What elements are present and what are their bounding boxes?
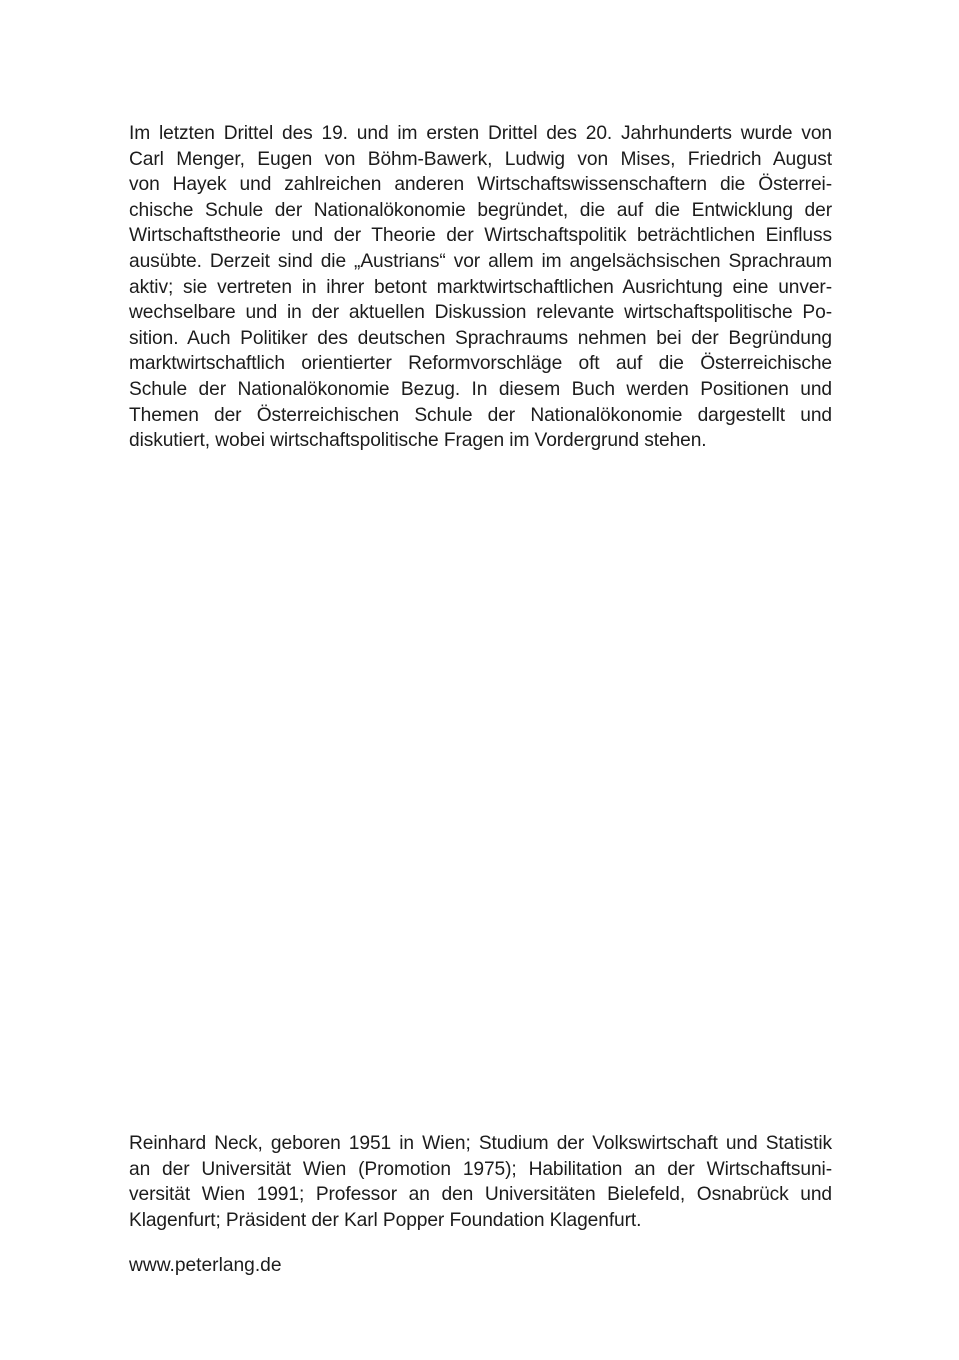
publisher-website: www.peterlang.de (129, 1255, 282, 1276)
description-line: aktiv; sie vertreten in ihrer betont marktwirtschaftlichen Ausrichtung eine unver- (129, 276, 832, 298)
biography-line: versität Wien 1991; Professor an den Universitäten Bielefeld, Osnabrück und (129, 1184, 832, 1206)
description-line: chische Schule der Nationalökonomie begründet, die auf die Entwicklung der (129, 199, 832, 221)
description-line: von Hayek und zahlreichen anderen Wirtschaftswissenschaftern die Österrei- (129, 174, 832, 196)
biography-line: Klagenfurt; Präsident der Karl Popper Foundation Klagenfurt. (129, 1209, 642, 1231)
author-biography (129, 1131, 832, 1233)
description-line: marktwirtschaftlich orientierter Reformvorschläge oft auf die Österreichische (129, 353, 832, 375)
description-line: Themen der Österreichischen Schule der Nationalökonomie dargestellt und (129, 404, 832, 426)
description-line: Schule der Nationalökonomie Bezug. In diesem Buch werden Positionen und (129, 378, 832, 400)
description-line: wechselbare und in der aktuellen Diskussion relevante wirtschaftspolitische Po- (129, 302, 832, 324)
description-line: ausübte. Derzeit sind die „Austrians“ vor allem im angelsächsischen Sprachraum (129, 250, 832, 272)
biography-line: an der Universität Wien (Promotion 1975); Habilitation an der Wirtschaftsuni- (129, 1158, 832, 1180)
description-line: Im letzten Drittel des 19. und im ersten Drittel des 20. Jahrhunderts wurde von (129, 123, 832, 144)
book-description (129, 121, 832, 454)
biography-line: Reinhard Neck, geboren 1951 in Wien; Studium der Volkswirtschaft und Statistik (129, 1133, 832, 1154)
description-line: Wirtschaftstheorie und der Theorie der Wirtschaftspolitik beträchtlichen Einfluss (129, 225, 832, 247)
description-line: Carl Menger, Eugen von Böhm-Bawerk, Ludwig von Mises, Friedrich August (129, 148, 832, 170)
description-line: diskutiert, wobei wirtschaftspolitische Fragen im Vordergrund stehen. (129, 430, 707, 452)
description-line: sition. Auch Politiker des deutschen Sprachraums nehmen bei der Begründung (129, 327, 832, 349)
